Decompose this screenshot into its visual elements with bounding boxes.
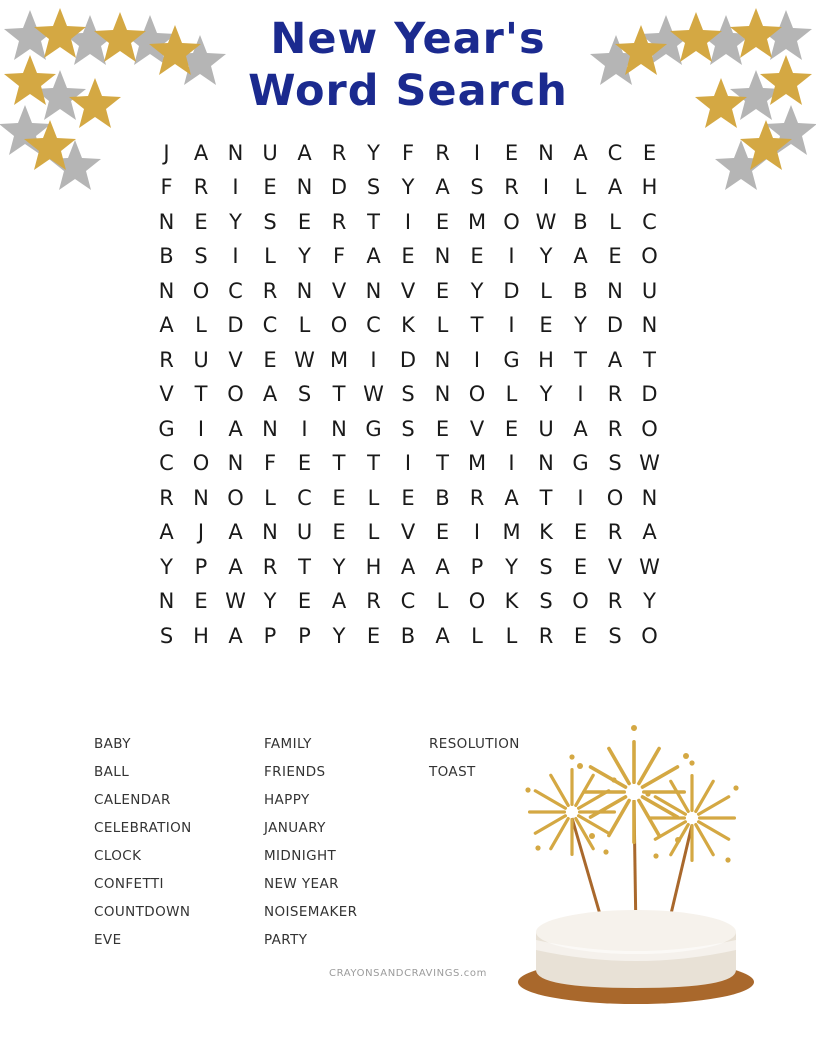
grid-cell[interactable]: I <box>577 382 584 407</box>
word-list-item[interactable]: COUNTDOWN <box>94 904 191 920</box>
grid-cell[interactable]: S <box>608 451 622 476</box>
grid-cell[interactable]: N <box>434 244 451 269</box>
word-list-item[interactable]: PARTY <box>264 932 308 948</box>
grid-cell[interactable]: S <box>366 175 381 200</box>
grid-cell[interactable]: Y <box>401 175 415 200</box>
grid-cell[interactable]: O <box>192 451 210 476</box>
grid-cell[interactable]: Y <box>539 382 553 407</box>
grid-cell[interactable]: U <box>296 520 313 545</box>
grid-cell[interactable]: W <box>639 554 660 579</box>
grid-cell[interactable]: A <box>573 416 588 441</box>
grid-cell[interactable]: I <box>404 209 412 234</box>
grid-cell[interactable]: F <box>263 451 277 476</box>
grid-cell[interactable]: F <box>401 140 415 165</box>
word-list-item[interactable]: MIDNIGHT <box>264 848 337 864</box>
grid-cell[interactable]: J <box>163 140 170 165</box>
grid-cell[interactable]: Y <box>298 244 311 269</box>
grid-cell[interactable]: T <box>367 209 380 234</box>
grid-cell[interactable]: R <box>262 278 278 303</box>
grid-row <box>149 481 667 516</box>
grid-cell[interactable]: U <box>193 347 209 372</box>
grid-cell[interactable]: E <box>194 209 208 234</box>
grid-cell[interactable]: I <box>508 313 515 338</box>
word-list-item[interactable]: FAMILY <box>264 736 312 752</box>
grid-cell[interactable]: E <box>297 451 312 476</box>
grid-cell[interactable]: A <box>400 554 416 579</box>
grid-cell[interactable]: I <box>197 416 205 441</box>
grid-cell[interactable]: C <box>607 140 623 165</box>
grid-cell[interactable]: S <box>539 589 553 614</box>
grid-cell[interactable]: R <box>607 589 623 614</box>
grid-cell[interactable]: Y <box>643 589 656 614</box>
grid-cell[interactable]: P <box>194 554 208 579</box>
grid-cell[interactable]: L <box>574 175 587 200</box>
grid-cell[interactable]: E <box>263 175 277 200</box>
grid-cell[interactable]: T <box>470 313 484 338</box>
title-line-1: New Year's <box>270 14 546 64</box>
grid-cell[interactable]: N <box>262 520 278 545</box>
grid-cell[interactable]: I <box>473 140 481 165</box>
grid-row <box>149 412 667 447</box>
grid-cell[interactable]: L <box>505 623 518 648</box>
grid-cell[interactable]: A <box>297 140 312 165</box>
grid-cell[interactable]: L <box>609 209 621 234</box>
grid-cell[interactable]: N <box>641 485 658 510</box>
grid-cell[interactable]: W <box>225 589 246 614</box>
grid-cell[interactable]: R <box>193 175 209 200</box>
grid-cell[interactable]: S <box>401 416 415 441</box>
grid-cell[interactable]: S <box>159 623 174 648</box>
grid-row <box>149 378 667 413</box>
grid-cell[interactable]: N <box>158 278 175 303</box>
grid-cell[interactable]: E <box>194 589 208 614</box>
grid-cell[interactable]: E <box>504 140 519 165</box>
grid-cell[interactable]: N <box>434 382 451 407</box>
grid-cell[interactable]: B <box>400 623 416 648</box>
grid-cell[interactable]: C <box>262 313 278 338</box>
grid-cell[interactable]: A <box>228 554 243 579</box>
grid-cell[interactable]: Y <box>574 313 587 338</box>
grid-cell[interactable]: A <box>607 347 623 372</box>
grid-cell[interactable]: V <box>400 520 416 545</box>
grid-cell[interactable]: V <box>159 382 174 407</box>
grid-cell[interactable]: O <box>641 416 658 441</box>
grid-cell[interactable]: O <box>572 589 589 614</box>
grid-cell[interactable]: V <box>607 554 623 579</box>
grid-cell[interactable]: B <box>573 278 588 303</box>
grid-cell[interactable]: E <box>297 209 312 234</box>
grid-row <box>149 343 667 378</box>
grid-cell[interactable]: E <box>332 520 346 545</box>
grid-cell[interactable]: P <box>470 554 484 579</box>
grid-cell[interactable]: A <box>262 382 278 407</box>
grid-cell[interactable]: I <box>473 520 481 545</box>
word-list-item[interactable]: BABY <box>94 736 131 752</box>
grid-cell[interactable]: C <box>297 485 312 510</box>
grid-cell[interactable]: I <box>232 175 239 200</box>
word-list-item[interactable]: RESOLUTION <box>429 736 520 752</box>
grid-cell[interactable]: A <box>228 623 243 648</box>
grid-cell[interactable]: V <box>228 347 243 372</box>
grid-cell[interactable]: N <box>193 485 209 510</box>
grid-cell[interactable]: A <box>228 416 243 441</box>
grid-cell[interactable]: I <box>232 244 239 269</box>
grid-cell[interactable]: C <box>366 313 381 338</box>
grid-cell[interactable]: T <box>298 554 311 579</box>
grid-cell[interactable]: C <box>400 589 416 614</box>
grid-cell[interactable]: S <box>539 554 553 579</box>
grid-cell[interactable]: E <box>642 140 657 165</box>
grid-cell[interactable]: R <box>331 140 347 165</box>
grid-cell[interactable]: A <box>228 520 243 545</box>
grid-cell[interactable]: B <box>573 209 588 234</box>
grid-cell[interactable]: A <box>159 520 174 545</box>
grid-cell[interactable]: I <box>370 347 377 372</box>
grid-cell[interactable]: O <box>468 382 486 407</box>
site-credit: CRAYONSANDCRAVINGS.com <box>329 968 487 979</box>
grid-cell[interactable]: A <box>159 313 174 338</box>
grid-cell[interactable]: N <box>331 416 347 441</box>
grid-cell[interactable]: M <box>329 347 349 372</box>
grid-cell[interactable]: A <box>573 244 588 269</box>
grid-cell[interactable]: W <box>363 382 384 407</box>
grid-cell[interactable]: R <box>366 589 381 614</box>
grid-cell[interactable]: E <box>297 589 312 614</box>
grid-cell[interactable]: L <box>367 485 380 510</box>
grid-cell[interactable]: F <box>332 244 346 269</box>
grid-cell[interactable]: A <box>573 140 588 165</box>
grid-cell[interactable]: V <box>400 278 416 303</box>
grid-cell[interactable]: W <box>639 451 660 476</box>
grid-cell[interactable]: B <box>159 244 174 269</box>
grid-cell[interactable]: Y <box>332 623 346 648</box>
grid-cell[interactable]: P <box>298 623 311 648</box>
grid-cell[interactable]: T <box>367 451 380 476</box>
grid-cell[interactable]: L <box>471 623 483 648</box>
grid-cell[interactable]: O <box>468 589 486 614</box>
word-list-item[interactable]: CONFETTI <box>94 876 164 892</box>
grid-cell[interactable]: S <box>263 209 277 234</box>
grid-row <box>149 550 667 585</box>
grid-cell[interactable]: E <box>401 244 415 269</box>
grid-cell[interactable]: N <box>227 451 244 476</box>
word-list-item[interactable]: BALL <box>94 764 130 780</box>
grid-cell[interactable]: F <box>160 175 173 200</box>
grid-cell[interactable]: E <box>332 485 346 510</box>
grid-cell[interactable]: N <box>538 140 554 165</box>
grid-cell[interactable]: M <box>467 209 487 234</box>
grid-cell[interactable]: T <box>332 382 346 407</box>
page-title <box>0 14 816 117</box>
grid-cell[interactable]: Y <box>367 140 380 165</box>
grid-cell[interactable]: J <box>197 520 205 545</box>
grid-cell[interactable]: L <box>298 313 311 338</box>
word-list-item[interactable]: CALENDAR <box>94 792 171 808</box>
grid-cell[interactable]: N <box>158 589 175 614</box>
grid-cell[interactable]: S <box>608 623 622 648</box>
grid-cell[interactable]: I <box>577 485 584 510</box>
grid-row <box>149 274 667 309</box>
grid-cell[interactable]: E <box>435 209 450 234</box>
grid-cell[interactable]: L <box>264 485 276 510</box>
grid-cell[interactable]: S <box>470 175 484 200</box>
grid-cell[interactable]: L <box>540 278 552 303</box>
grid-cell[interactable]: A <box>193 140 209 165</box>
grid-cell[interactable]: G <box>365 416 382 441</box>
word-list-item[interactable]: NEW YEAR <box>264 876 339 892</box>
grid-cell[interactable]: I <box>473 347 481 372</box>
grid-cell[interactable]: E <box>470 244 484 269</box>
word-list-item[interactable]: NOISEMAKER <box>264 904 358 920</box>
grid-cell[interactable]: L <box>264 244 276 269</box>
grid-cell[interactable]: Y <box>332 554 346 579</box>
grid-cell[interactable]: T <box>436 451 449 476</box>
grid-row <box>149 447 667 482</box>
grid-cell[interactable]: N <box>296 175 313 200</box>
grid-cell[interactable]: M <box>467 451 487 476</box>
grid-cell[interactable]: E <box>608 244 622 269</box>
grid-cell[interactable]: D <box>330 175 348 200</box>
grid-cell[interactable]: T <box>643 347 656 372</box>
grid-cell[interactable]: L <box>505 382 518 407</box>
grid-cell[interactable]: I <box>404 451 412 476</box>
grid-cell[interactable]: Y <box>160 554 173 579</box>
grid-cell[interactable]: G <box>503 347 520 372</box>
grid-cell[interactable]: O <box>192 278 210 303</box>
grid-cell[interactable]: A <box>331 589 347 614</box>
grid-cell[interactable]: L <box>436 589 449 614</box>
grid-cell[interactable]: N <box>262 416 278 441</box>
grid-cell[interactable]: E <box>435 416 450 441</box>
grid-row <box>149 240 667 275</box>
word-list-item[interactable]: TOAST <box>429 764 476 780</box>
grid-cell[interactable]: K <box>539 520 553 545</box>
grid-cell[interactable]: N <box>607 278 623 303</box>
grid-cell[interactable]: R <box>159 347 174 372</box>
grid-cell[interactable]: D <box>399 347 417 372</box>
grid-cell[interactable]: R <box>607 416 623 441</box>
grid-cell[interactable]: O <box>227 382 244 407</box>
grid-cell[interactable]: N <box>434 347 451 372</box>
word-list-item[interactable]: JANUARY <box>264 820 326 836</box>
grid-row <box>149 619 667 654</box>
grid-cell[interactable]: R <box>607 520 623 545</box>
grid-cell[interactable]: A <box>366 244 381 269</box>
grid-cell[interactable]: N <box>296 278 313 303</box>
grid-cell[interactable]: D <box>227 313 244 338</box>
grid-cell[interactable]: K <box>401 313 415 338</box>
word-list-column <box>429 730 609 954</box>
grid-cell[interactable]: P <box>263 623 277 648</box>
grid-cell[interactable]: H <box>538 347 554 372</box>
word-search-grid <box>0 136 816 654</box>
grid-cell[interactable]: V <box>469 416 485 441</box>
grid-cell[interactable]: N <box>158 209 175 234</box>
grid-cell[interactable]: T <box>194 382 208 407</box>
grid-cell[interactable]: E <box>573 554 588 579</box>
grid-cell[interactable]: A <box>642 520 657 545</box>
grid-cell[interactable]: I <box>542 175 550 200</box>
grid-cell[interactable]: H <box>365 554 382 579</box>
grid-cell[interactable]: O <box>606 485 624 510</box>
grid-cell[interactable]: R <box>538 623 554 648</box>
grid-cell[interactable]: R <box>331 209 347 234</box>
grid-cell[interactable]: T <box>332 451 346 476</box>
grid-cell[interactable]: O <box>641 623 658 648</box>
grid-cell[interactable]: E <box>435 278 450 303</box>
grid-cell[interactable]: C <box>642 209 657 234</box>
word-list <box>94 730 609 954</box>
grid-cell[interactable]: H <box>193 623 209 648</box>
grid-cell[interactable]: A <box>504 485 519 510</box>
grid-cell[interactable]: O <box>641 244 658 269</box>
grid-cell[interactable]: B <box>435 485 450 510</box>
grid-cell[interactable]: R <box>504 175 519 200</box>
grid-cell[interactable]: G <box>572 451 589 476</box>
grid-cell[interactable]: K <box>504 589 519 614</box>
grid-cell[interactable]: I <box>508 451 515 476</box>
grid-cell[interactable]: N <box>538 451 554 476</box>
word-list-item[interactable]: CELEBRATION <box>94 820 192 836</box>
grid-cell[interactable]: W <box>294 347 315 372</box>
grid-cell[interactable]: D <box>641 382 658 407</box>
grid-cell[interactable]: D <box>606 313 624 338</box>
grid-cell[interactable]: S <box>401 382 415 407</box>
grid-cell[interactable]: C <box>159 451 174 476</box>
grid-cell[interactable]: Y <box>263 589 277 614</box>
grid-cell[interactable]: Y <box>505 554 518 579</box>
grid-cell[interactable]: A <box>435 175 450 200</box>
grid-cell[interactable]: E <box>435 520 450 545</box>
grid-cell[interactable]: A <box>435 554 450 579</box>
grid-cell[interactable]: N <box>641 313 658 338</box>
grid-cell[interactable]: O <box>227 485 244 510</box>
word-list-item[interactable]: HAPPY <box>264 792 310 808</box>
grid-row <box>149 585 667 620</box>
grid-cell[interactable]: U <box>641 278 658 303</box>
grid-row <box>149 516 667 551</box>
grid-cell[interactable]: G <box>158 416 175 441</box>
grid-cell[interactable]: R <box>262 554 278 579</box>
grid-cell[interactable]: O <box>503 209 520 234</box>
grid-cell[interactable]: E <box>539 313 553 338</box>
grid-cell[interactable]: M <box>502 520 521 545</box>
grid-cell[interactable]: R <box>607 382 623 407</box>
grid-cell[interactable]: U <box>538 416 554 441</box>
grid-cell[interactable]: Y <box>470 278 484 303</box>
grid-cell[interactable]: U <box>262 140 278 165</box>
grid-cell[interactable]: L <box>436 313 449 338</box>
word-list-column <box>264 730 429 954</box>
grid-cell[interactable]: W <box>535 209 557 234</box>
grid-cell[interactable]: Y <box>539 244 553 269</box>
word-list-item[interactable]: EVE <box>94 932 122 948</box>
grid-cell[interactable]: O <box>330 313 348 338</box>
grid-cell[interactable]: E <box>573 623 588 648</box>
word-list-item[interactable]: CLOCK <box>94 848 142 864</box>
grid-cell[interactable]: E <box>573 520 588 545</box>
grid-cell[interactable]: I <box>301 416 308 441</box>
grid-cell[interactable]: E <box>401 485 415 510</box>
grid-cell[interactable]: R <box>469 485 485 510</box>
grid-cell[interactable]: V <box>331 278 347 303</box>
grid-cell[interactable]: L <box>367 520 380 545</box>
grid-cell[interactable]: S <box>194 244 208 269</box>
grid-cell[interactable]: R <box>435 140 450 165</box>
grid-cell[interactable]: A <box>607 175 623 200</box>
grid-cell[interactable]: D <box>503 278 520 303</box>
grid-cell[interactable]: T <box>574 347 587 372</box>
grid-cell[interactable]: E <box>263 347 277 372</box>
grid-cell[interactable]: R <box>159 485 174 510</box>
grid-cell[interactable]: E <box>504 416 519 441</box>
grid-cell[interactable]: L <box>195 313 207 338</box>
grid-cell[interactable]: Y <box>229 209 242 234</box>
grid-cell[interactable]: N <box>227 140 244 165</box>
grid-cell[interactable]: H <box>641 175 658 200</box>
grid-cell[interactable]: E <box>366 623 381 648</box>
grid-cell[interactable]: A <box>435 623 450 648</box>
word-list-column <box>94 730 264 954</box>
word-list-item[interactable]: FRIENDS <box>264 764 326 780</box>
grid-cell[interactable]: C <box>228 278 243 303</box>
grid-cell[interactable]: I <box>508 244 515 269</box>
grid-row <box>149 205 667 240</box>
grid-cell[interactable]: T <box>539 485 553 510</box>
grid-cell[interactable]: N <box>365 278 382 303</box>
grid-row <box>149 309 667 344</box>
grid-cell[interactable]: S <box>297 382 312 407</box>
title-line-2: Word Search <box>248 65 568 116</box>
